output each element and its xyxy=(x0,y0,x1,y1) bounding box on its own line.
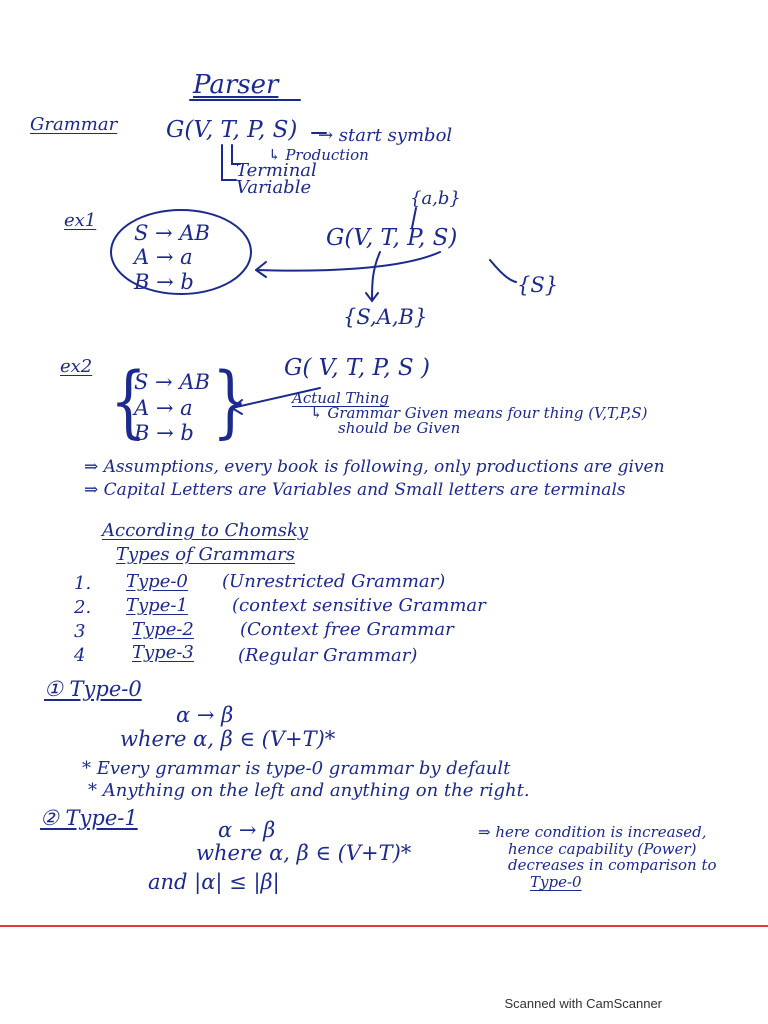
types-heading: Types of Grammars xyxy=(116,544,295,565)
type0-bullet: * Every grammar is type-0 grammar by default xyxy=(82,758,511,779)
ex2-rule: S → AB xyxy=(134,370,210,394)
ex2-tuple: G( V, T, P, S ) xyxy=(284,355,430,381)
type-name: Type-3 xyxy=(132,642,194,663)
type1-note: decreases in comparison to xyxy=(508,856,717,874)
ex1-variable-set: {S,A,B} xyxy=(343,305,428,329)
type0-bullet: * Anything on the left and anything on the right. xyxy=(88,780,530,801)
scanner-watermark: Scanned with CamScanner xyxy=(504,996,662,1011)
type-number: 3 xyxy=(74,621,86,642)
ex1-rule: A → a xyxy=(134,245,193,269)
type1-rule: α → β xyxy=(218,818,276,842)
type1-and: and |α| ≤ |β| xyxy=(148,870,280,894)
s-to-start-arrow xyxy=(490,260,516,282)
start-symbol-note: → start symbol xyxy=(318,125,453,146)
ex2-label: ex2 xyxy=(60,356,93,377)
ex2-rule: B → b xyxy=(134,421,194,445)
page-divider xyxy=(0,925,768,927)
type1-where: where α, β ∈ (V+T)* xyxy=(196,841,412,865)
type-desc: (context sensitive Grammar xyxy=(232,595,486,616)
v-to-variables-arrow xyxy=(372,252,380,300)
type-number: 1. xyxy=(74,573,92,594)
p-to-rules-arrow xyxy=(256,252,440,271)
type-name: Type-1 xyxy=(126,595,188,616)
type0-heading: ① Type-0 xyxy=(44,677,142,701)
page-title: Parser xyxy=(193,70,279,100)
ex1-terminal-set: {a,b} xyxy=(410,188,461,209)
type-desc: (Context free Grammar xyxy=(240,619,454,640)
type-desc: (Regular Grammar) xyxy=(238,645,418,666)
assumption-line: ⇒ Capital Letters are Variables and Small letters are terminals xyxy=(84,480,626,500)
ex1-rule: S → AB xyxy=(134,221,210,245)
type1-note: Type-0 xyxy=(530,873,582,891)
ex1-tuple: G(V, T, P, S) xyxy=(326,225,458,251)
type1-note: ⇒ here condition is increased, xyxy=(478,823,707,841)
ex2-note-line3: should be Given xyxy=(338,419,461,437)
variable-note: Variable xyxy=(236,177,312,198)
ex1-label: ex1 xyxy=(64,210,97,231)
production-note: ↳ Production xyxy=(268,146,369,164)
ex1-rule: B → b xyxy=(134,270,194,294)
type-name: Type-0 xyxy=(126,571,188,592)
grammar-label: Grammar xyxy=(30,114,118,135)
ex2-note-line1: Actual Thing xyxy=(292,389,390,407)
terminal-note: Terminal xyxy=(236,160,317,181)
ex2-rule: A → a xyxy=(134,396,193,420)
type-desc: (Unrestricted Grammar) xyxy=(222,571,446,592)
type0-where: where α, β ∈ (V+T)* xyxy=(120,727,336,751)
type1-heading: ② Type-1 xyxy=(40,806,138,830)
type0-rule: α → β xyxy=(176,703,234,727)
type1-note: hence capability (Power) xyxy=(508,840,697,858)
type-number: 4 xyxy=(74,645,86,666)
variable-bracket xyxy=(222,145,236,180)
type-name: Type-2 xyxy=(132,619,194,640)
ex2-note-line2: ↳ Grammar Given means four thing (V,T,P,S) xyxy=(310,404,648,422)
ex1-start-set: {S} xyxy=(517,273,559,297)
ex2-right-brace: } xyxy=(212,355,249,447)
assumption-line: ⇒ Assumptions, every book is following, only productions are given xyxy=(84,457,665,477)
grammar-tuple: G(V, T, P, S) xyxy=(166,117,298,143)
chomsky-heading: According to Chomsky xyxy=(102,520,309,541)
type-number: 2. xyxy=(74,597,92,618)
ex2-left-brace: { xyxy=(110,355,147,447)
